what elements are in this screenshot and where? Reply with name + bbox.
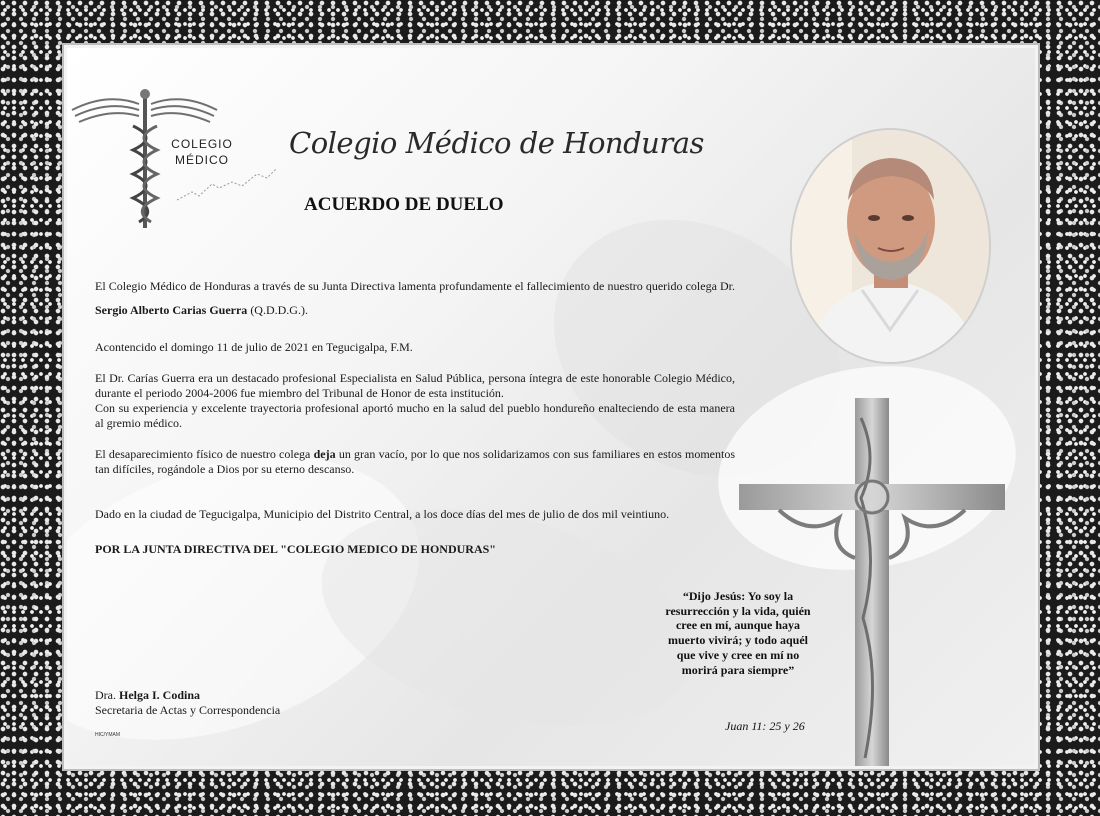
bible-verse-reference: Juan 11: 25 y 26 [725,719,805,733]
logo-text-line1: COLEGIO [171,137,233,151]
paragraph-career: El Dr. Carías Guerra era un destacado profesional Especialista en Salud Pública, persona íntegra de este honorable Colegio Médico, durante el periodo 2004-2006 fue miembro del Tribunal de Honor de esta institución. [95,371,735,400]
reference-initials: HIC/YMAM [95,732,120,738]
signature-block [95,688,280,718]
solidarity-text: El desaparecimiento físico de nuestro colega [95,447,314,461]
solidarity-text-end: un gran vacío, por lo que nos solidarizamos con sus familiares en estos momentos tan difíciles, rogándole a Dios por su eterno descanso. [95,447,735,476]
colegio-medico-logo [67,88,282,238]
logo-text [162,136,242,168]
paragraph-date: Acontencido el domingo 11 de julio de 2021 en Tegucigalpa, F.M. [95,340,413,354]
paragraph-announcement [95,274,735,322]
deceased-name: Sergio Alberto Carias Guerra [95,303,248,317]
college-name: Colegio Médico de Honduras [289,126,704,160]
announcement-suffix: (Q.D.D.G.). [247,303,308,317]
condolence-page [67,48,1035,766]
signer-prefix: Dra. [95,688,119,702]
signer-name-line [95,688,280,703]
cross-image [739,398,1005,766]
bible-quote: “Dijo Jesús: Yo soy la resurrección y la vida, quién cree en mí, aunque haya muerto vivirá; y todo aquél que vive y cree en mí no morirá para siempre” [665,589,811,677]
announcement-text: El Colegio Médico de Honduras a través de su Junta Directiva lamenta profundamente el fallecimiento de nuestro querido colega Dr. [95,279,735,293]
paragraph-solidarity [95,447,735,477]
signer-name: Helga I. Codina [119,688,201,702]
portrait-photo [792,130,989,362]
paragraph-board: POR LA JUNTA DIRECTIVA DEL "COLEGIO MEDICO DE HONDURAS" [95,542,496,556]
solidarity-bold: deja [313,447,336,461]
deceased-portrait [790,128,991,364]
paragraph-career-2: Con su experiencia y excelente trayectoria profesional aportó mucho en la salud del pueblo hondureño enalteciendo de esta manera al gremio médico. [95,401,735,430]
condolence-body [95,274,735,557]
signer-role: Secretaria de Actas y Correspondencia [95,703,281,717]
cross-icon [739,398,1005,766]
logo-text-line2: MÉDICO [175,153,229,167]
paragraph-place-date: Dado en la ciudad de Tegucigalpa, Municipio del Distrito Central, a los doce días del mes de julio de dos mil veintiuno. [95,507,670,521]
document-title: ACUERDO DE DUELO [304,194,504,215]
